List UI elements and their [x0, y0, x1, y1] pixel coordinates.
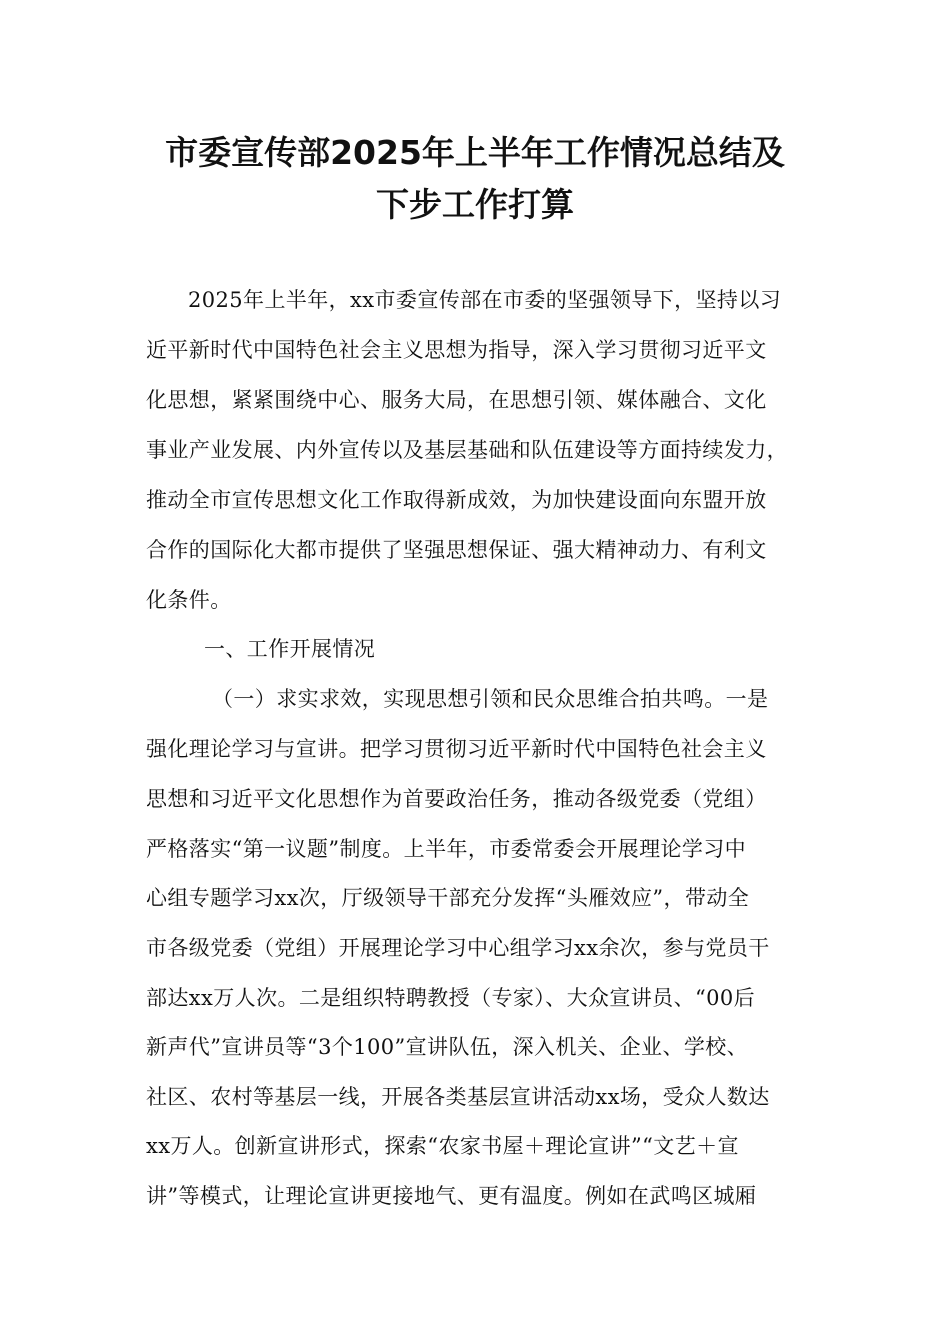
paragraph-line: 部达xx万人次。二是组织特聘教授（专家）、大众宣讲员、“00后 [146, 986, 756, 1010]
paragraph-line: 事业产业发展、内外宣传以及基层基础和队伍建设等方面持续发力， [146, 438, 788, 462]
paragraph-line: 严格落实“第一议题”制度。上半年，市委常委会开展理论学习中 [146, 837, 747, 861]
paragraph-line: xx万人。创新宣讲形式，探索“农家书屋＋理论宣讲”“文艺＋宣 [146, 1134, 739, 1158]
paragraph-line: 新声代”宣讲员等“3个100”宣讲队伍，深入机关、企业、学校、 [146, 1035, 749, 1059]
paragraph-line: （一）求实求效，实现思想引领和民众思维合拍共鸣。一是 [212, 687, 769, 711]
paragraph-line: 强化理论学习与宣讲。把学习贯彻习近平新时代中国特色社会主义 [146, 737, 767, 761]
paragraph-line: 社区、农村等基层一线，开展各类基层宣讲活动xx场，受众人数达 [146, 1085, 770, 1109]
paragraph-line: 化思想，紧紧围绕中心、服务大局，在思想引领、媒体融合、文化 [146, 388, 767, 412]
paragraph-line: 推动全市宣传思想文化工作取得新成效，为加快建设面向东盟开放 [146, 488, 767, 512]
paragraph-line: 心组专题学习xx次，厅级领导干部充分发挥“头雁效应”，带动全 [146, 886, 750, 910]
paragraph-line: 近平新时代中国特色社会主义思想为指导，深入学习贯彻习近平文 [146, 338, 767, 362]
paragraph-line: 思想和习近平文化思想作为首要政治任务，推动各级党委（党组） [146, 787, 767, 811]
document-title-line-1: 市委宣传部2025年上半年工作情况总结及 [165, 133, 785, 172]
paragraph-line: 2025年上半年，xx市委宣传部在市委的坚强领导下，坚持以习 [188, 288, 782, 312]
paragraph-line: 市各级党委（党组）开展理论学习中心组学习xx余次，参与党员干 [146, 936, 770, 960]
paragraph-line: 化条件。 [146, 588, 232, 612]
section-heading: 一、工作开展情况 [204, 637, 376, 661]
paragraph-line: 讲”等模式，让理论宣讲更接地气、更有温度。例如在武鸣区城厢 [146, 1184, 757, 1208]
document-title-line-2: 下步工作打算 [376, 185, 574, 224]
paragraph-line: 合作的国际化大都市提供了坚强思想保证、强大精神动力、有利文 [146, 538, 767, 562]
